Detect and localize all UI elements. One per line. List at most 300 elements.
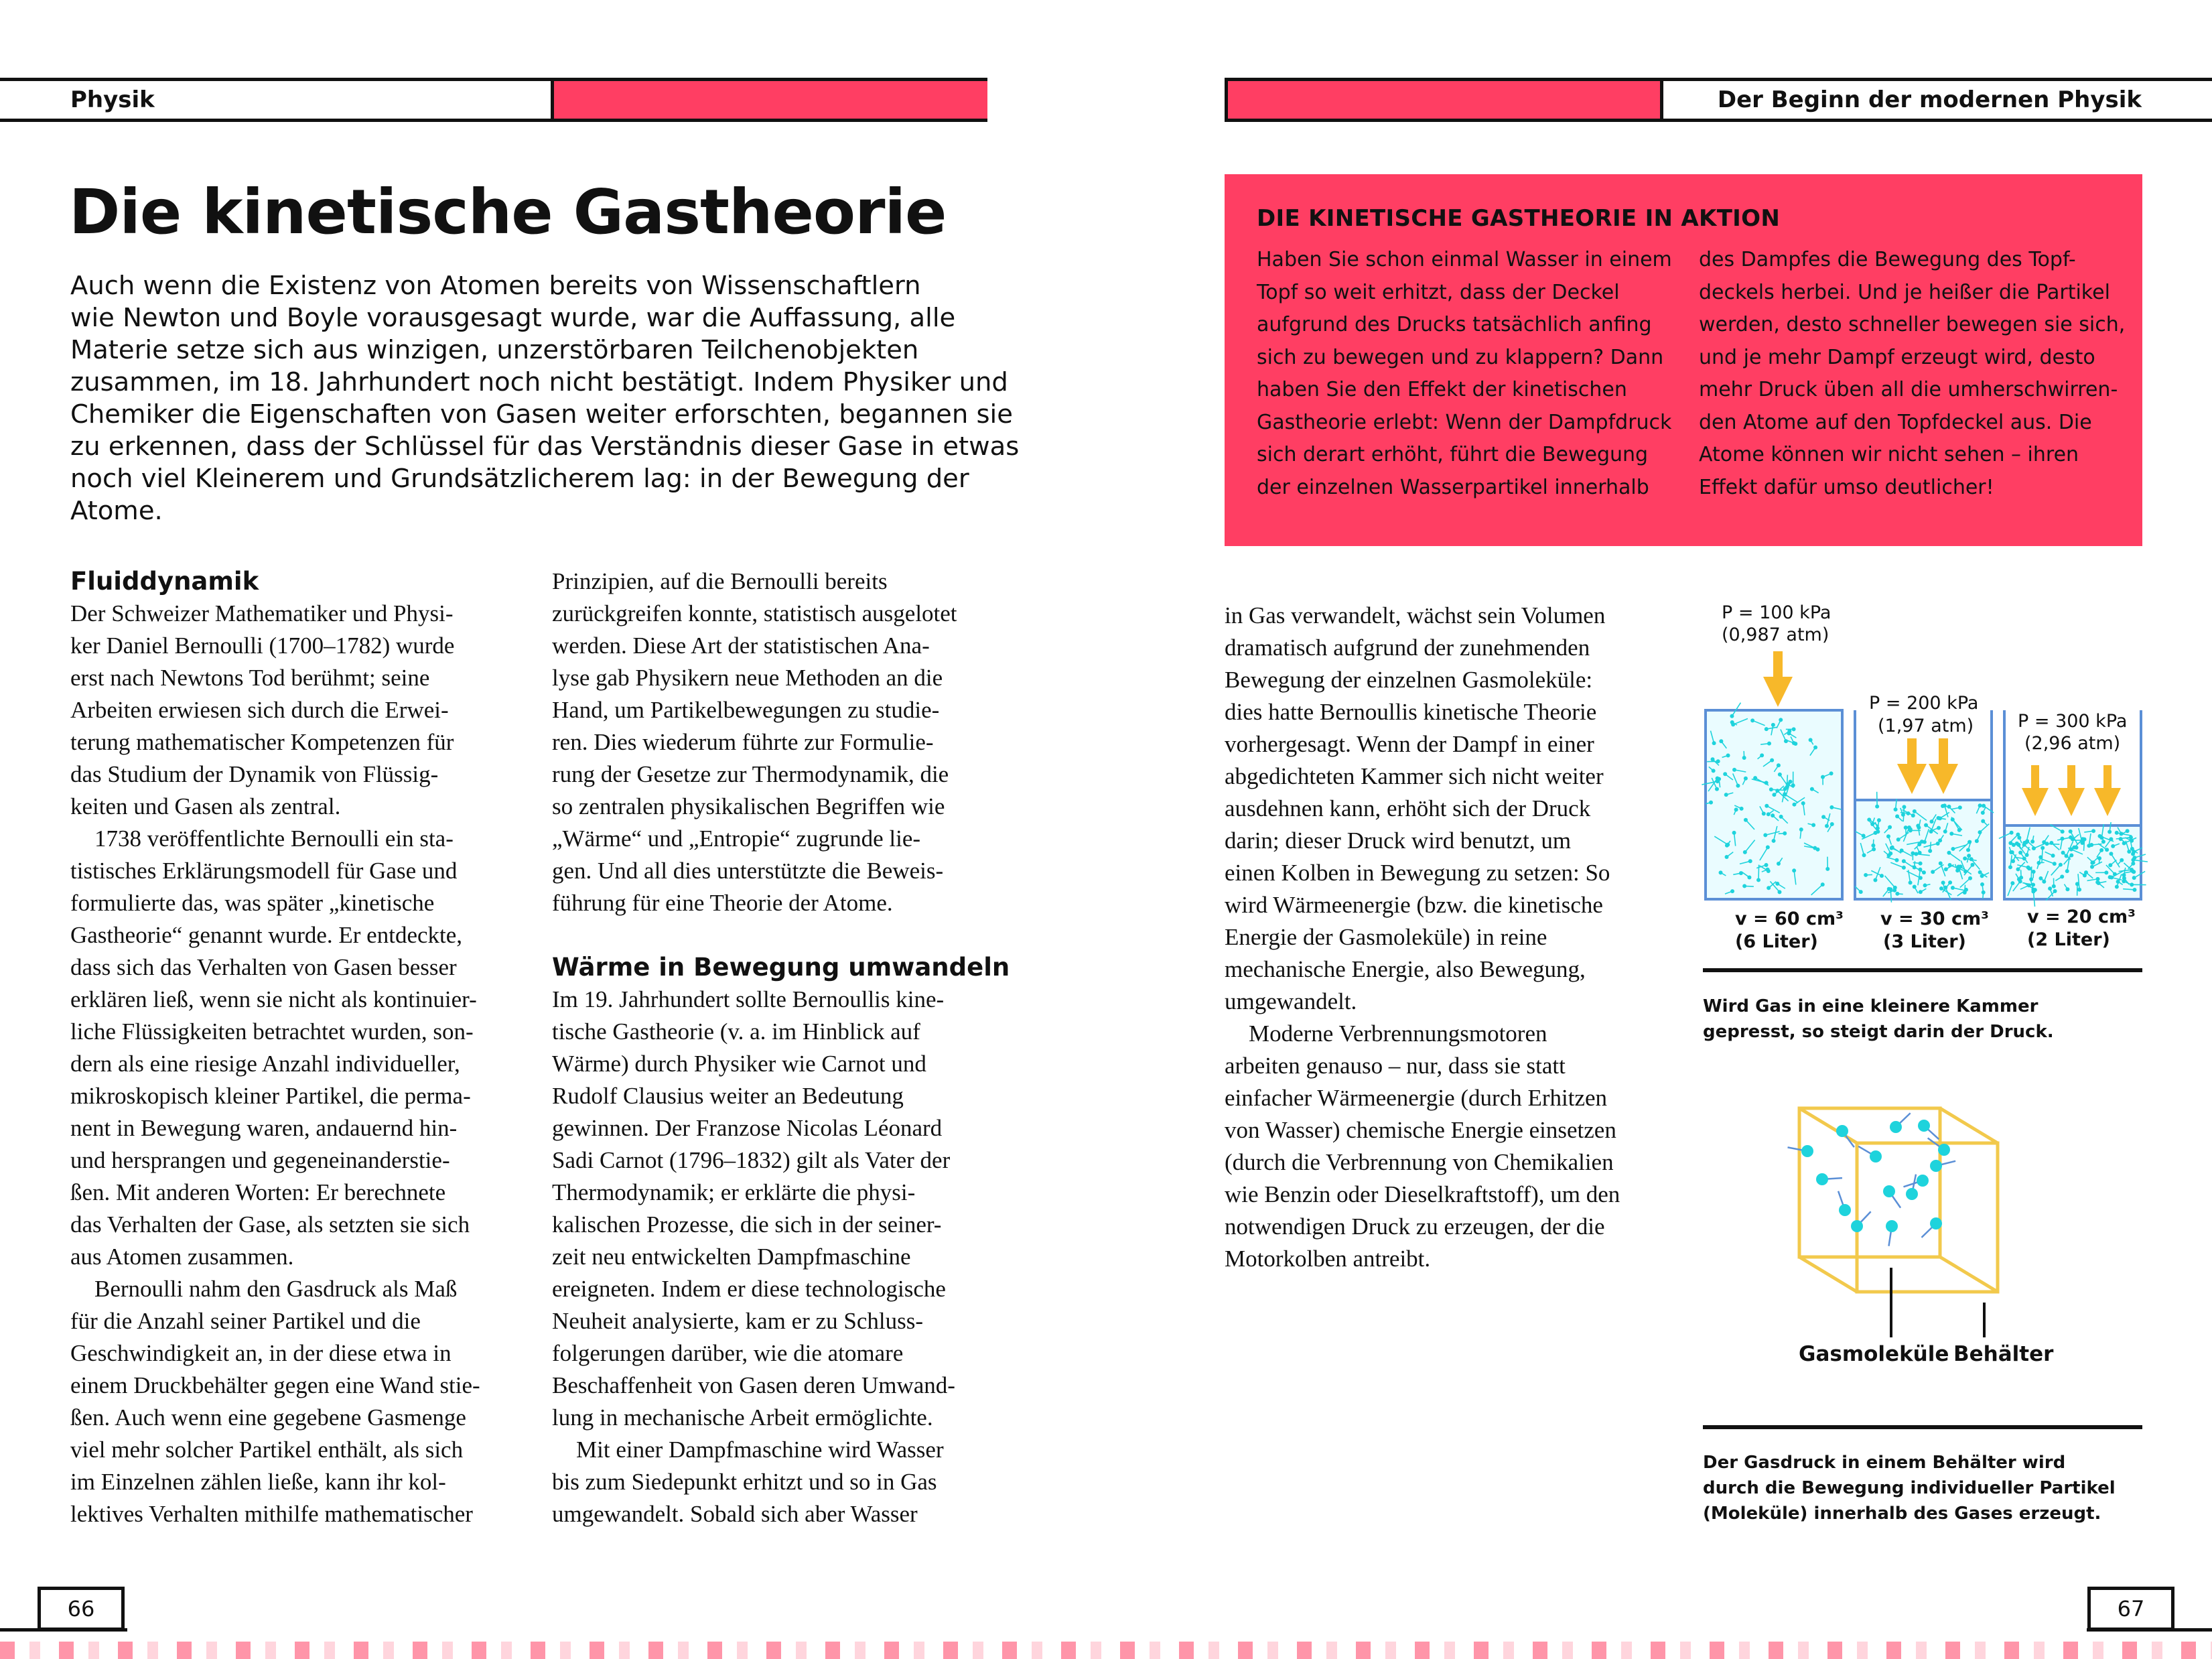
info-box-column-a: Haben Sie schon einmal Wasser in einem Topf so weit erhitzt, dass der Deckel aufgrund des Drucks tatsächlich anfing sich zu bewegen und zu klappern? Dann haben Sie den Effekt der kinetischen Gastheorie erlebt: Wenn der Dampfdruck sich derart erhöht, führt die Bewegung der einzelnen Wasserpartikel innerhalb <box>1257 248 1672 499</box>
molecule-dot <box>1829 805 1834 809</box>
c3-liter-label: (2 Liter) <box>2027 929 2110 950</box>
molecule-dot <box>1766 846 1770 850</box>
molecule-dot <box>1951 847 1955 851</box>
molecule-dot <box>1821 882 1825 886</box>
molecule-dot <box>1872 848 1876 852</box>
body-column-3 <box>1225 600 1653 1275</box>
body-column-1 <box>70 566 499 1530</box>
body-column-2 <box>552 566 1010 1530</box>
molecule-dot <box>1936 816 1940 820</box>
molecule-dot <box>1982 890 1986 894</box>
molecule-dot <box>1928 849 1932 853</box>
molecule-dot <box>1784 739 1788 743</box>
molecule-dot <box>2108 875 2112 879</box>
cube-molecules <box>1788 1113 1956 1246</box>
molecule-dot <box>1744 818 1748 822</box>
molecule-dot <box>1947 805 1951 809</box>
molecule-dot <box>2104 870 2108 874</box>
molecule-dot <box>1813 745 1817 749</box>
diagram1-rule <box>1703 968 2142 972</box>
molecule-dot <box>2105 848 2109 852</box>
molecule-dot <box>1777 890 1781 894</box>
molecule-dot <box>2060 874 2064 878</box>
molecule-dot <box>2132 876 2136 880</box>
molecule-dot <box>2081 837 2085 841</box>
left-footer-rule <box>0 1628 127 1632</box>
molecule-dot <box>1765 727 1769 731</box>
c2-liter-label: (3 Liter) <box>1883 931 1966 952</box>
molecule-dot <box>1918 1120 1930 1132</box>
molecule-dot <box>1765 863 1769 867</box>
molecule-dot <box>2126 829 2130 833</box>
molecule-dot <box>1716 759 1720 763</box>
molecule-dot <box>2061 829 2065 834</box>
molecule-dot <box>2065 887 2069 891</box>
molecule-dot <box>2131 869 2135 873</box>
molecule-dot <box>1966 848 1970 852</box>
molecule-dot <box>1772 839 1776 843</box>
molecule-dot <box>1730 714 1734 718</box>
c3-volume-label: v = 20 cm³ <box>2027 907 2136 927</box>
molecule-dot <box>2120 858 2124 862</box>
molecule-dot <box>2090 865 2094 869</box>
molecule-dot <box>1890 846 1894 850</box>
molecule-dot <box>1916 823 1920 827</box>
molecule-dot <box>2030 840 2034 844</box>
molecule-dot <box>1765 781 1769 785</box>
molecule-dot <box>1747 875 1751 879</box>
molecule-dot <box>1742 756 1746 760</box>
molecule-dot <box>1715 787 1719 791</box>
molecule-dot <box>1975 839 1979 843</box>
molecule-dot <box>1760 753 1764 757</box>
diagram2-caption: Der Gasdruck in einem Behälter wird durch die Bewegung individueller Partikel (Moleküle) innerhalb des Gases erzeugt. <box>1703 1453 2116 1524</box>
molecule-dot <box>1938 1144 1950 1156</box>
molecule-dot <box>2098 834 2102 838</box>
molecule-dot <box>1750 718 1754 722</box>
molecule-dot <box>1734 807 1738 811</box>
molecule-dot <box>1918 868 1922 872</box>
molecule-dot <box>1723 772 1727 776</box>
molecule-dot <box>1919 862 1923 866</box>
molecule-dot <box>2042 880 2046 884</box>
molecule-dot <box>1969 857 1974 861</box>
molecule-dot <box>2109 837 2113 841</box>
molecule-dot <box>2016 867 2020 871</box>
molecule-dot <box>2053 889 2057 893</box>
molecule-dot <box>1801 1145 1813 1157</box>
molecule-dot <box>1709 801 1713 805</box>
molecule-dot <box>1919 890 1923 894</box>
molecule-dot <box>2089 843 2093 847</box>
molecule-dot <box>2012 843 2016 847</box>
molecule-dot <box>1980 882 1984 886</box>
col1-paragraph-1: Der Schweizer Mathematiker und Physi- ker Daniel Bernoulli (1700–1782) wurde erst nach Newtons Tod berühmt; seine Arbeiten erwiesen sich durch die Erwei- terung mathematischer Kompetenzen für das Studium der Dynamik von Flüssig- keiten und Gasen als zentral. <box>70 600 455 819</box>
diagram2-rule <box>1703 1425 2142 1429</box>
molecule-dot <box>1931 870 1935 874</box>
molecule-dot <box>2127 850 2131 854</box>
molecule-dot <box>1762 811 1766 815</box>
molecule-dot <box>1914 852 1918 856</box>
molecule-dot <box>1769 787 1773 791</box>
col2-paragraph-1: Prinzipien, auf die Bernoulli bereits zurückgreifen konnte, statistisch ausgelotet werden. Diese Art der statistischen Ana- lyse gab Physikern neue Methoden an die Hand, um Partikelbewegungen zu studie- ren. Dies wiederum führte zur Formulie- rung der Gesetze zur Thermodynamik, die so zentralen physikalischen Begriffen wie „Wärme“ und „Entropie“ zugrunde lie- gen. Und all dies unterstützte die Beweis- führung für eine Theorie der Atome. <box>552 568 957 916</box>
c1-atm-label: (0,987 atm) <box>1722 624 1829 645</box>
page-number-left: 66 <box>38 1587 125 1631</box>
molecule-dot <box>1744 777 1748 781</box>
molecule-dot <box>1981 819 1985 823</box>
molecule-dot <box>1902 805 1906 809</box>
molecule-dot <box>1909 827 1913 832</box>
arrow-icon <box>2022 765 2049 816</box>
molecule-dot <box>1949 832 1953 836</box>
molecule-dot <box>1724 793 1728 797</box>
molecule-dot <box>1888 852 1892 856</box>
molecule-dot <box>1981 811 1985 815</box>
molecule-dot <box>1726 754 1730 758</box>
molecule-dot <box>2051 854 2055 858</box>
molecule-dot <box>1920 840 1924 844</box>
arrow-icon <box>1929 738 1958 794</box>
molecule-dot <box>2113 872 2117 876</box>
molecule-dot <box>1767 812 1771 816</box>
c3-atm-label: (2,96 atm) <box>2024 733 2121 754</box>
c2-volume-label: v = 30 cm³ <box>1880 909 1989 929</box>
molecule-dot <box>1959 864 1963 868</box>
molecule-dot <box>2011 859 2015 863</box>
heading-fluiddynamik: Fluiddynamik <box>70 567 259 596</box>
molecule-dot <box>2052 884 2056 888</box>
molecule-dot <box>1809 738 1813 742</box>
molecule-dot <box>2132 850 2136 854</box>
molecule-dot <box>1876 826 1880 830</box>
pressure-diagram <box>1688 590 2157 965</box>
molecule-dot <box>1787 731 1791 735</box>
molecule-dot <box>1919 876 1923 880</box>
molecule-dot <box>2008 865 2012 869</box>
section-label-left: Physik <box>70 86 155 113</box>
col1-paragraph-3: Bernoulli nahm den Gasdruck als Maß für die Anzahl seiner Partikel und die Geschwindigkeit an, in der diese etwa in einem Druckbehälter gegen eine Wand stie- ßen. Auch wenn eine gegebene Gasmenge viel mehr solcher Partikel enthält, als sich im Einzelnen zählen ließe, kann ihr kol- lektives Verhalten mithilfe mathematischer <box>70 1276 480 1527</box>
molecule-dot <box>2060 837 2064 841</box>
molecule-dot <box>1792 803 1796 807</box>
molecule-dot <box>2010 831 2014 835</box>
molecule-dot <box>1792 727 1796 731</box>
molecule-dot <box>1958 805 1962 809</box>
molecule-dot <box>1783 832 1787 836</box>
container-cube <box>1799 1108 1998 1292</box>
info-box <box>1225 174 2142 546</box>
molecule-dot <box>2027 883 2031 887</box>
molecule-dot <box>2122 873 2126 877</box>
col3-paragraph-2: Moderne Verbrennungsmotoren arbeiten genauso – nur, dass sie statt einfacher Wärmeenergie (durch Erhitzen von Wasser) chemische Energie einsetzen (durch die Verbrennung von Chemikalien wie Benzin oder Dieselkraftstoff), um den notwendigen Druck zu erzeugen, der die Motorkolben antreibt. <box>1225 1020 1620 1272</box>
molecule-dot <box>2041 846 2045 850</box>
molecule-dot <box>2077 888 2081 892</box>
molecule-dot <box>1951 817 1955 821</box>
section-label-right: Der Beginn der modernen Physik <box>1717 86 2142 113</box>
molecule-dot <box>1894 858 1898 862</box>
molecule-dot <box>1763 833 1767 837</box>
molecule-dot <box>2017 877 2021 881</box>
col3-paragraph-1: in Gas verwandelt, wächst sein Volumen dramatisch aufgrund der zunehmenden Bewegung der einzelnen Gasmoleküle: dies hatte Bernoullis kinetische Theorie vorhergesagt. Wenn der Dampf in einer abgedichteten Kammer sich nicht weiter ausdehnen kann, erhöht sich der Druck darin; dieser Druck wird benutzt, um einen Kolben in Bewegung zu setzen: So wird Wärmeenergie (bzw. die kinetische Energie der Gasmoleküle) in reine mechanische Energie, also Bewegung, umgewandelt. <box>1225 602 1610 1014</box>
molecule-dot <box>2084 870 2088 874</box>
molecule-dot <box>1711 757 1715 761</box>
col1-paragraph-2: 1738 veröffentlichte Bernoulli ein sta- tistisches Erklärungsmodell für Gase und formulierte das, was später „kinetische Gastheorie“ genannt wurde. Er entdeckte, dass sich das Verhalten von Gasen besser erklären ließ, wenn sie nicht als kontinuier- liche Flüssigkeiten betrachtet wurden, son- dern als eine riesige Anzahl individueller, mikroskopisch kleiner Partikel, die perma- nent in Bewegung waren, andauernd hin- und hersprangen und gegeneinanderstie- ßen. Mit anderen Worten: Er berechnete das Verhalten der Gase, als setzten sie sich aus Atomen zusammen. <box>70 825 477 1270</box>
molecule-dot <box>2064 854 2068 858</box>
molecule-dot <box>1923 883 1927 887</box>
molecule-dot <box>1943 803 1947 807</box>
heading-waerme: Wärme in Bewegung umwandeln <box>552 953 1010 982</box>
molecule-dot <box>1871 844 1875 848</box>
molecule-dot <box>1924 823 1928 827</box>
molecule-dot <box>1913 885 1917 889</box>
molecule-dot <box>1732 831 1736 835</box>
molecule-dot <box>1978 803 1982 807</box>
molecule-dot <box>1742 884 1746 888</box>
molecule-dot <box>2115 831 2119 835</box>
left-header-bar <box>0 78 987 122</box>
molecule-dot <box>1767 742 1771 746</box>
molecule-dot <box>1978 830 1982 834</box>
molecule-dot <box>2025 853 2029 857</box>
molecule-dot <box>1886 1220 1898 1232</box>
molecule-dot <box>2095 880 2099 884</box>
molecule-dot <box>1894 807 1898 811</box>
molecule-dot <box>1726 843 1730 847</box>
molecule-dot <box>2131 858 2135 862</box>
molecule-dot <box>2111 844 2115 848</box>
arrow-icon <box>2094 765 2121 816</box>
molecule-dot <box>2108 863 2112 867</box>
molecule-dot <box>2109 852 2113 856</box>
molecule-dot <box>2091 860 2095 864</box>
molecule-dot <box>1775 882 1779 886</box>
c1-liter-label: (6 Liter) <box>1735 931 1818 952</box>
molecule-dot <box>1939 861 1943 865</box>
molecule-dot <box>1948 880 1952 884</box>
molecule-dot <box>1883 1185 1895 1197</box>
molecule-dot <box>1938 838 1942 842</box>
molecule-dot <box>1943 829 1947 834</box>
molecule-dot <box>1859 890 1863 894</box>
molecule-dot <box>1740 807 1744 811</box>
molecule-dot <box>2099 848 2103 852</box>
molecule-dot <box>1772 793 1776 797</box>
molecule-dot <box>1712 769 1716 773</box>
label-behaelter: Behälter <box>1953 1342 2054 1366</box>
molecule-dot <box>1777 763 1781 767</box>
c2-pressure-label: P = 200 kPa <box>1869 693 1979 714</box>
molecule-dot <box>1870 1150 1882 1163</box>
molecule-dot <box>2038 876 2043 880</box>
arrow-icon <box>2058 765 2085 816</box>
molecule-dot <box>1864 873 1868 877</box>
c1-volume-label: v = 60 cm³ <box>1735 909 1844 929</box>
molecule-dot <box>1911 813 1915 817</box>
molecule-dot <box>2069 836 2073 840</box>
molecule-dot <box>1719 739 1723 743</box>
molecule-dot <box>1978 870 1982 874</box>
molecule-dot <box>1939 886 1943 890</box>
molecule-dot <box>2010 850 2014 854</box>
molecule-dot <box>1830 822 1834 826</box>
molecule-dot <box>1941 880 1945 884</box>
molecule-dot <box>1887 887 1891 891</box>
molecule-dot <box>1876 829 1880 834</box>
molecule-dot <box>1930 819 1934 823</box>
molecule-dot <box>1712 741 1716 745</box>
molecule-dot <box>1902 866 1906 870</box>
molecule-trail <box>1758 865 1759 880</box>
molecule-dot <box>1896 838 1900 842</box>
molecule-dot <box>1944 867 1948 871</box>
molecule-dot <box>1777 862 1781 866</box>
molecule-dot <box>1895 814 1899 818</box>
page-title: Die kinetische Gastheorie <box>69 176 947 248</box>
molecule-dot <box>1779 815 1783 819</box>
chamber-1 <box>1702 703 1842 899</box>
col2-paragraph-2: Im 19. Jahrhundert sollte Bernoullis kine- tische Gastheorie (v. a. im Hinblick auf Wärme) durch Physiker wie Carnot und Rudolf Clausius weiter an Bedeutung gewinnen. Der Franzose Nicolas Léonard Sadi Carnot (1796–1832) gilt als Vater der Thermodynamik; er erklärte die physi- kalischen Prozesse, die sich in der seiner- zeit neu entwickelten Dampfmaschine ereigneten. Indem er diese technologische Neuheit analysierte, kam er zu Schluss- folgerungen darüber, wie die atomare Beschaffenheit von Gasen deren Umwand- lung in mechanische Arbeit ermöglichte. <box>552 986 955 1431</box>
molecule-dot <box>1821 775 1825 779</box>
molecule-dot <box>2132 888 2136 892</box>
molecule-dot <box>2069 854 2073 858</box>
molecule-dot <box>2016 832 2020 836</box>
molecule-dot <box>1810 787 1814 791</box>
left-header-accent <box>551 81 987 119</box>
c1-pressure-label: P = 100 kPa <box>1722 602 1831 623</box>
molecule-dot <box>1756 878 1760 882</box>
molecule-dot <box>1911 852 1915 856</box>
molecule-dot <box>1902 859 1906 863</box>
molecule-dot <box>1821 815 1825 819</box>
molecule-dot <box>1892 888 1896 892</box>
diagram1-caption: Wird Gas in eine kleinere Kammer gepresst, so steigt darin der Druck. <box>1703 996 2054 1042</box>
molecule-dot <box>1937 826 1941 830</box>
info-box-column-b: des Dampfes die Bewegung des Topf- deckels herbei. Und je heißer die Partikel werden, desto schneller bewegen sie sich, und je mehr Dampf erzeugt wird, desto mehr Druck üben all die umherschwirren- den Atome auf den Topfdeckel aus. Die Atome können wir nicht sehen – ihren Effekt dafür umso deutlicher! <box>1699 248 2126 499</box>
molecule-dot <box>2065 869 2069 873</box>
molecule-dot <box>1719 870 1723 874</box>
molecule-dot <box>1918 851 1922 855</box>
molecule-dot <box>1890 1121 1902 1133</box>
molecule-dot <box>1909 880 1913 884</box>
molecule-dot <box>1811 823 1815 827</box>
molecule-dot <box>1877 818 1881 822</box>
molecule-dot <box>1730 889 1734 893</box>
molecule-dot <box>1725 855 1729 859</box>
molecule-dot <box>2119 837 2123 841</box>
molecule-dot <box>1963 856 1967 860</box>
molecule-dot <box>1886 834 1890 838</box>
gas-container-diagram <box>1769 1092 2103 1374</box>
c2-atm-label: (1,97 atm) <box>1878 716 1974 736</box>
molecule-dot <box>1967 854 1971 858</box>
molecule-dot <box>2022 843 2026 847</box>
c3-pressure-label: P = 300 kPa <box>2018 711 2128 732</box>
molecule-dot <box>1779 718 1783 722</box>
molecule-dot <box>1730 720 1734 724</box>
molecule-dot <box>1771 723 1775 727</box>
molecule-dot <box>1716 777 1720 781</box>
molecule-dot <box>1792 868 1796 872</box>
molecule-dot <box>1836 1125 1848 1137</box>
molecule-dot <box>1743 850 1747 854</box>
molecule-dot <box>2048 886 2052 890</box>
col2-paragraph-3: Mit einer Dampfmaschine wird Wasser bis zum Siedepunkt erhitzt und so in Gas umgewandelt. Sobald sich aber Wasser <box>552 1437 944 1527</box>
molecule-dot <box>1951 886 1955 890</box>
molecule-dot <box>2027 866 2031 870</box>
molecule-dot <box>1875 805 1879 809</box>
molecule-dot <box>2107 829 2112 834</box>
molecule-dot <box>2049 841 2053 845</box>
label-gasmolekuele: Gasmoleküle <box>1799 1342 1949 1366</box>
molecule-dot <box>1930 1217 1942 1230</box>
molecule-dot <box>1792 741 1796 745</box>
molecule-dot <box>1799 827 1803 832</box>
molecule-dot <box>1943 886 1947 890</box>
molecule-dot <box>1767 886 1771 890</box>
molecule-dot <box>1917 1175 1929 1187</box>
molecule-dot <box>2059 863 2063 867</box>
molecule-dot <box>1765 804 1769 808</box>
molecule-dot <box>2069 829 2073 834</box>
molecule-dot <box>1968 876 1972 880</box>
molecule-dot <box>2032 870 2036 874</box>
molecule-dot <box>1771 813 1775 817</box>
molecule-dot <box>1789 780 1793 784</box>
molecule-dot <box>1825 867 1829 871</box>
molecule-dot <box>2115 885 2119 889</box>
chamber-2 <box>1854 710 1994 903</box>
page-number-right: 67 <box>2087 1587 2174 1631</box>
molecule-dot <box>1947 851 1951 855</box>
molecule-dot <box>1970 863 1974 867</box>
molecule-dot <box>1825 824 1829 828</box>
molecule-dot <box>2116 880 2120 884</box>
molecule-dot <box>2025 839 2029 843</box>
right-header-accent <box>1228 81 1663 119</box>
right-footer-rule <box>2087 1628 2212 1632</box>
info-box-title: DIE KINETISCHE GASTHEORIE IN AKTION <box>1257 205 1781 232</box>
molecule-dot <box>1732 768 1736 772</box>
molecule-dot <box>2091 829 2095 833</box>
molecule-dot <box>1880 874 1884 878</box>
molecule-dot <box>2075 846 2079 850</box>
molecule-dot <box>1770 758 1774 762</box>
molecule-dot <box>2130 882 2134 886</box>
molecule-dot <box>1829 771 1834 775</box>
molecule-dot <box>2101 840 2105 844</box>
molecule-dot <box>1873 878 1877 882</box>
molecule-dot <box>2131 862 2135 866</box>
molecule-dot <box>1862 853 1866 857</box>
molecule-dot <box>1801 801 1805 805</box>
molecule-dot <box>2053 862 2057 866</box>
molecule-dot <box>1867 817 1871 821</box>
molecule-dot <box>1815 848 1819 852</box>
molecule-dot <box>1766 868 1770 872</box>
molecule-dot <box>1900 848 1904 852</box>
molecule-dot <box>1851 1220 1863 1232</box>
arrow-icon <box>1897 738 1927 794</box>
bottom-decor-strip <box>0 1642 2212 1659</box>
molecule-dot <box>1816 1173 1828 1185</box>
arrow-icon <box>1763 651 1793 707</box>
molecule-dot <box>2022 856 2026 860</box>
molecule-dot <box>1888 825 1892 829</box>
molecule-dot <box>1748 859 1752 863</box>
molecule-dot <box>1922 870 1926 874</box>
molecule-dot <box>2130 839 2134 843</box>
molecule-dot <box>2061 851 2065 855</box>
molecule-dot <box>1862 834 1866 838</box>
